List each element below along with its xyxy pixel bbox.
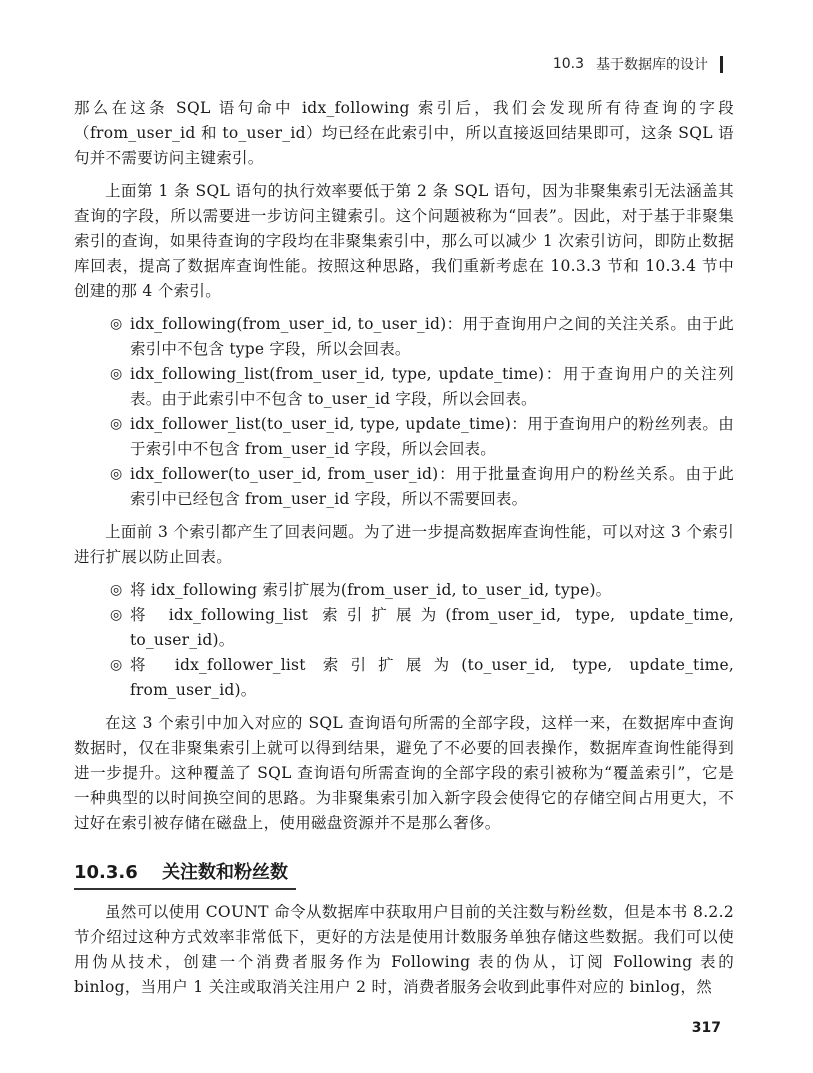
running-header	[553, 54, 723, 74]
page-body	[74, 96, 734, 1008]
bullet-icon: ◎	[110, 582, 123, 598]
list-item	[74, 312, 734, 362]
bullet-icon: ◎	[110, 466, 123, 482]
paragraph-4: 在这 3 个索引中加入对应的 SQL 查询语句所需的全部字段，这样一来，在数据库中查询数据时，仅在非聚集索引上就可以得到结果，避免了不必要的回表操作，数据库查询性能得到进一步提升。这种覆盖了 SQL 查询语句所需查询的全部字段的索引被称为“覆盖索引”，它是一种典型的以时间换空间的思路。为非聚集索引加入新字段会使得它的存储空间占用更大，不过好在索引被存储在磁盘上，使用磁盘资源并不是那么奢侈。	[74, 714, 734, 832]
paragraph-2: 上面第 1 条 SQL 语句的执行效率要低于第 2 条 SQL 语句，因为非聚集索引无法涵盖其查询的字段，所以需要进一步访问主键索引。这个问题被称为“回表”。因此，对于基于非聚集索引的查询，如果待查询的字段均在非聚集索引中，那么可以减少 1 次索引访问，即防止数据库回表，提高了数据库查询性能。按照这种思路，我们重新考虑在 10.3.3 节和 10.3.4 节中创建的那 4 个索引。	[74, 182, 734, 300]
header-rule	[720, 56, 723, 73]
header-title: 基于数据库的设计	[596, 57, 708, 73]
paragraph-1: 那么在这条 SQL 语句命中 idx_following 索引后，我们会发现所有待查询的字段（from_user_id 和 to_user_id）均已经在此索引中，所以直接返回结果即可，这条 SQL 语句并不需要访问主键索引。	[74, 99, 734, 167]
paragraph-5: 虽然可以使用 COUNT 命令从数据库中获取用户目前的关注数与粉丝数，但是本书 8.2.2 节介绍过这种方式效率非常低下，更好的方法是使用计数服务单独存储这些数据。我们可以使用伪从技术，创建一个消费者服务作为 Following 表的伪从，订阅 Following 表的 binlog，当用户 1 关注或取消关注用户 2 时，消费者服务会收到此事件对应的 binlog，然	[74, 903, 734, 996]
list-item-text: idx_following(from_user_id, to_user_id)：用于查询用户之间的关注关系。由于此索引中不包含 type 字段，所以会回表。	[130, 315, 734, 358]
list-item-text: idx_follower_list(to_user_id, type, update_time)：用于查询用户的粉丝列表。由于索引中不包含 from_user_id 字段，所以会回表。	[130, 415, 734, 458]
bullet-icon: ◎	[110, 657, 123, 673]
list-item	[74, 362, 734, 412]
list-item	[74, 603, 734, 653]
page-number: 317	[691, 1020, 721, 1036]
list-item-text: 将 idx_following 索引扩展为(from_user_id, to_user_id, type)。	[130, 581, 612, 599]
list-item-text: idx_following_list(from_user_id, type, update_time)：用于查询用户的关注列表。由于此索引中不包含 to_user_id 字段，所以会回表。	[130, 365, 734, 408]
bullet-icon: ◎	[110, 416, 123, 432]
bullet-icon: ◎	[110, 607, 123, 623]
paragraph-3: 上面前 3 个索引都产生了回表问题。为了进一步提高数据库查询性能，可以对这 3 个索引进行扩展以防止回表。	[74, 523, 734, 566]
section-heading	[74, 858, 296, 890]
section-title: 关注数和粉丝数	[162, 862, 289, 883]
index-list	[74, 312, 734, 512]
list-item-text: 将 idx_following_list 索引扩展为(from_user_id, type, update_time, to_user_id)。	[130, 606, 734, 649]
list-item	[74, 462, 734, 512]
list-item	[74, 653, 734, 703]
bullet-icon: ◎	[110, 316, 123, 332]
header-section-number: 10.3	[552, 56, 584, 72]
section-number: 10.3.6	[74, 862, 138, 883]
list-item	[74, 578, 734, 603]
list-item-text: idx_follower(to_user_id, from_user_id)：用于批量查询用户的粉丝关系。由于此索引中已经包含 from_user_id 字段，所以不需要回表。	[130, 465, 734, 508]
extension-list	[74, 578, 734, 703]
list-item-text: 将 idx_follower_list 索引扩展为(to_user_id, type, update_time, from_user_id)。	[130, 656, 734, 699]
list-item	[74, 412, 734, 462]
bullet-icon: ◎	[110, 366, 123, 382]
